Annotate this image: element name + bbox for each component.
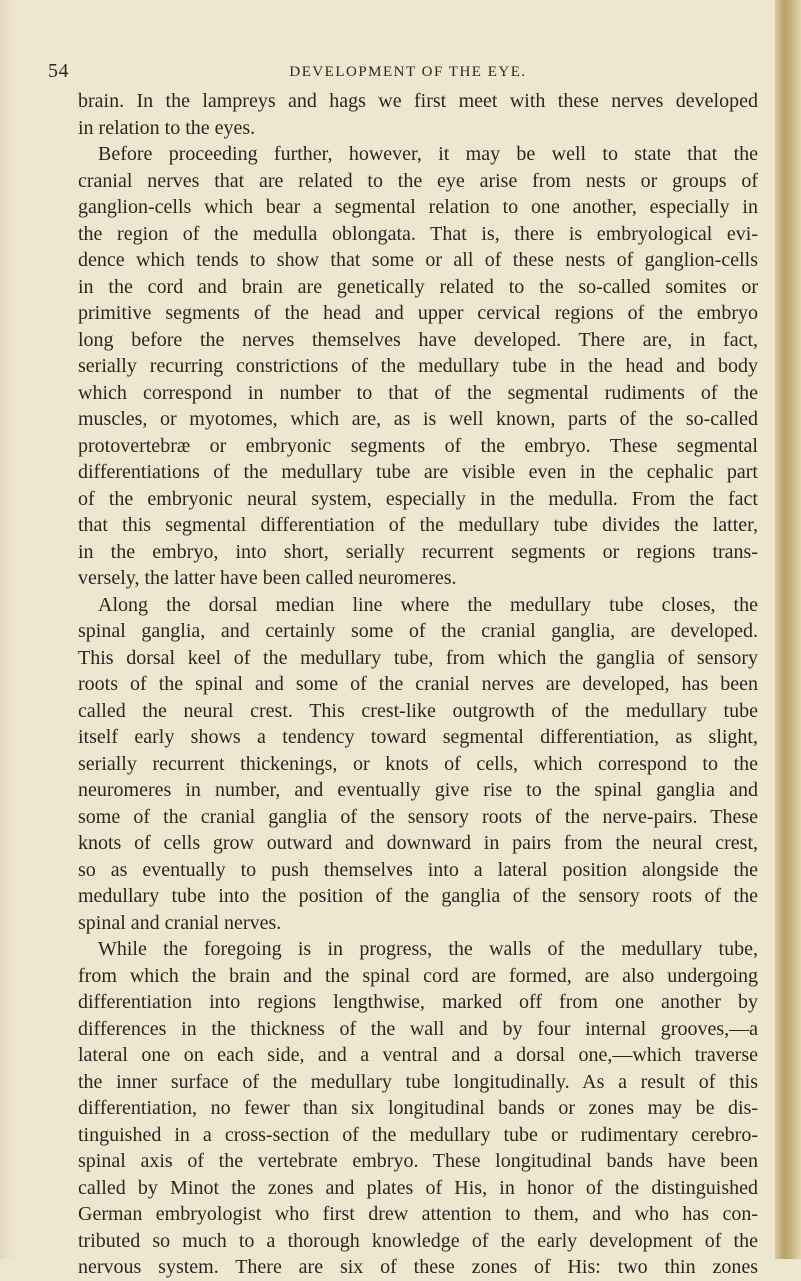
text-line: the region of the medulla oblongata. That is, there is embryological evi- bbox=[78, 222, 758, 245]
text-line: long before the nerves themselves have developed. There are, in fact, bbox=[78, 328, 758, 351]
text-line: so as eventually to push themselves into a lateral position alongside the bbox=[78, 858, 758, 881]
text-line: cranial nerves that are related to the eye arise from nests or groups of bbox=[78, 169, 758, 192]
text-line: tinguished in a cross-section of the medullary tube or rudimentary cerebro- bbox=[78, 1123, 758, 1146]
page-number: 54 bbox=[48, 60, 69, 82]
text-line: dence which tends to show that some or all of these nests of ganglion-cells bbox=[78, 249, 758, 271]
text-line: lateral one on each side, and a ventral and a dorsal one,—which traverse bbox=[78, 1044, 758, 1066]
text-line: some of the cranial ganglia of the sensory roots of the nerve-pairs. These bbox=[78, 805, 758, 828]
text-line: protovertebræ or embryonic segments of the embryo. These segmental bbox=[78, 434, 758, 457]
text-line: called by Minot the zones and plates of His, in honor of the distinguished bbox=[78, 1176, 758, 1199]
running-title: DEVELOPMENT OF THE EYE. bbox=[289, 64, 527, 80]
text-line: from which the brain and the spinal cord are formed, are also undergoing bbox=[78, 964, 758, 987]
text-line: spinal axis of the vertebrate embryo. These longitudinal bands have been bbox=[78, 1150, 758, 1172]
text-line: of the embryonic neural system, especially in the medulla. From the fact bbox=[78, 487, 758, 510]
text-line: differences in the thickness of the wall and by four internal grooves,—a bbox=[78, 1017, 758, 1040]
text-line: differentiation, no fewer than six longitudinal bands or zones may be dis- bbox=[78, 1097, 758, 1119]
page-header bbox=[48, 60, 768, 84]
text-line: tributed so much to a thorough knowledge of the early development of the bbox=[78, 1229, 758, 1252]
text-line: in the embryo, into short, serially recurrent segments or regions trans- bbox=[78, 540, 758, 563]
text-line: serially recurring constrictions of the medullary tube in the head and body bbox=[78, 355, 758, 377]
text-line: medullary tube into the position of the ganglia of the sensory roots of the bbox=[78, 885, 758, 907]
text-line: in the cord and brain are genetically related to the so-called somites or bbox=[78, 275, 758, 298]
text-line: knots of cells grow outward and downward in pairs from the neural crest, bbox=[78, 832, 758, 854]
text-line: brain. In the lampreys and hags we first meet with these nerves developed bbox=[78, 90, 758, 112]
text-line: Along the dorsal median line where the medullary tube closes, the bbox=[98, 593, 758, 616]
text-line: roots of the spinal and some of the cranial nerves are developed, has been bbox=[78, 673, 758, 695]
text-line: ganglion-cells which bear a segmental relation to one another, especially in bbox=[78, 196, 758, 218]
text-line: primitive segments of the head and upper cervical regions of the embryo bbox=[78, 302, 758, 324]
text-line: differentiation into regions lengthwise, marked off from one another by bbox=[78, 991, 758, 1013]
text-line: itself early shows a tendency toward segmental differentiation, as slight, bbox=[78, 726, 758, 748]
text-line: differentiations of the medullary tube are visible even in the cephalic part bbox=[78, 461, 758, 483]
text-line: versely, the latter have been called neuromeres. bbox=[78, 567, 457, 589]
text-line: which correspond in number to that of the segmental rudiments of the bbox=[78, 381, 758, 404]
page-gutter-shadow bbox=[0, 0, 14, 1259]
text-line: the inner surface of the medullary tube longitudinally. As a result of this bbox=[78, 1070, 758, 1093]
text-line: muscles, or myotomes, which are, as is well known, parts of the so-called bbox=[78, 408, 758, 430]
text-line: nervous system. There are six of these zones of His: two thin zones bbox=[78, 1256, 758, 1278]
text-line: spinal ganglia, and certainly some of the cranial ganglia, are developed. bbox=[78, 620, 758, 642]
text-line: While the foregoing is in progress, the walls of the medullary tube, bbox=[98, 938, 758, 960]
text-line: German embryologist who first drew attention to them, and who has con- bbox=[78, 1203, 758, 1225]
text-line: that this segmental differentiation of the medullary tube divides the latter, bbox=[78, 514, 758, 536]
text-line: This dorsal keel of the medullary tube, from which the ganglia of sensory bbox=[78, 646, 758, 669]
text-line: spinal and cranial nerves. bbox=[78, 911, 282, 934]
text-line: neuromeres in number, and eventually give rise to the spinal ganglia and bbox=[78, 779, 758, 801]
page-edge bbox=[775, 0, 801, 1259]
text-line: Before proceeding further, however, it may be well to state that the bbox=[98, 143, 758, 165]
body-text bbox=[78, 88, 758, 1281]
text-line: serially recurrent thickenings, or knots of cells, which correspond to the bbox=[78, 752, 758, 775]
text-line: in relation to the eyes. bbox=[78, 116, 256, 139]
text-line: called the neural crest. This crest-like outgrowth of the medullary tube bbox=[78, 699, 758, 722]
